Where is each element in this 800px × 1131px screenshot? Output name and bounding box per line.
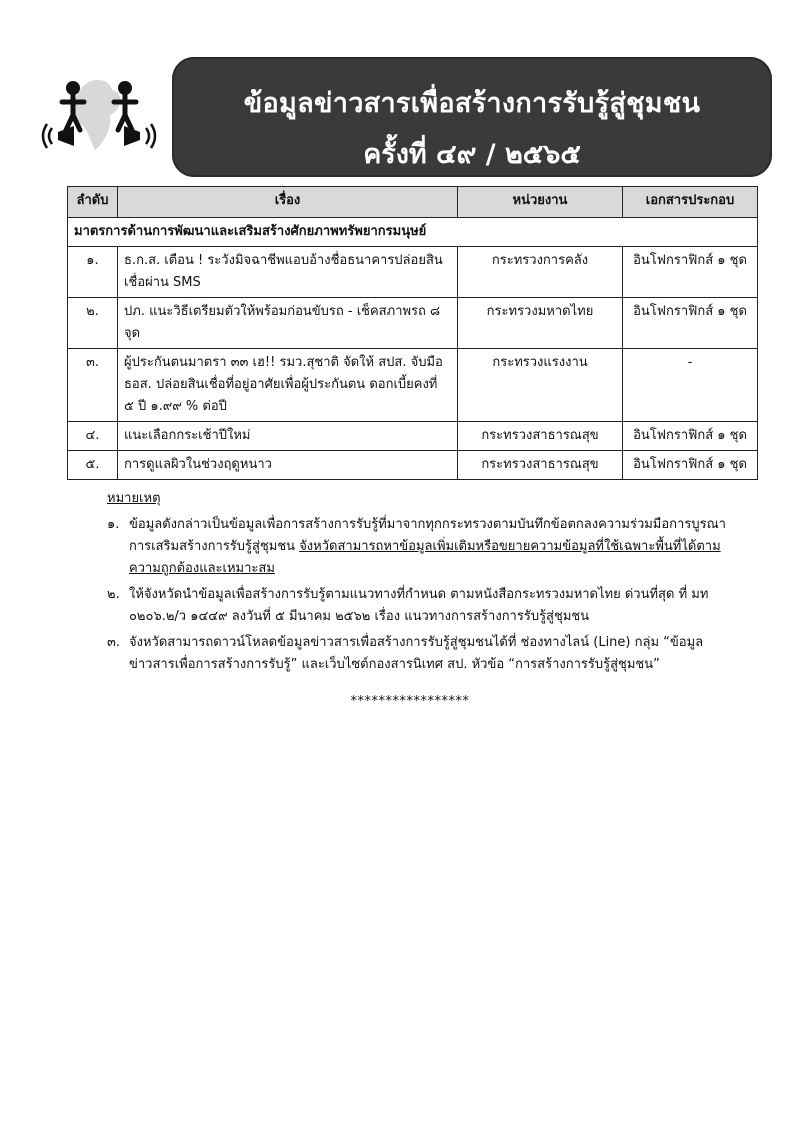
table-row xyxy=(68,247,758,298)
table-row xyxy=(68,298,758,349)
note-text: ให้จังหวัดนำข้อมูลเพื่อสร้างการรับรู้ตามแนวทางที่กำหนด ตามหนังสือกระทรวงมหาดไทย ด่วนที่สุด ที่ มท ๐๒๐๖.๒/ว ๑๔๔๙ ลงวันที่ ๕ มีนาคม ๒๕๖๒ เรื่อง แนวทางการสร้างการรับรู้สู่ชุมชน xyxy=(129,587,709,624)
note-number: ๑. xyxy=(107,517,120,532)
note-item xyxy=(107,632,747,676)
note-item xyxy=(107,584,747,628)
note-text-plain: ข้อมูลดังกล่าวเป็นข้อมูลเพื่อการสร้างการรับรู้ที่มาจากทุกกระทรวงตามบันทึกข้อตกลงความร่วมมือการบูรณาการเสริมสร้างการรับรู้สู่ชุมชน xyxy=(129,517,726,554)
community-megaphone-logo xyxy=(40,60,165,165)
news-topics-table xyxy=(67,186,758,480)
header-agency: หน่วยงาน xyxy=(458,187,623,218)
row-no: ๕. xyxy=(68,451,118,480)
row-agency: กระทรวงแรงงาน xyxy=(458,349,623,422)
row-doc: อินโฟกราฟิกส์ ๑ ชุด xyxy=(623,422,758,451)
table-row xyxy=(68,349,758,422)
row-agency: กระทรวงสาธารณสุข xyxy=(458,422,623,451)
row-doc: อินโฟกราฟิกส์ ๑ ชุด xyxy=(623,298,758,349)
note-text xyxy=(129,514,747,580)
row-agency: กระทรวงมหาดไทย xyxy=(458,298,623,349)
title-banner xyxy=(172,57,772,177)
row-doc: อินโฟกราฟิกส์ ๑ ชุด xyxy=(623,451,758,480)
row-agency: กระทรวงการคลัง xyxy=(458,247,623,298)
row-no: ๓. xyxy=(68,349,118,422)
row-doc: - xyxy=(623,349,758,422)
note-text: จังหวัดสามารถดาวน์โหลดข้อมูลข่าวสารเพื่อสร้างการรับรู้สู่ชุมชนได้ที่ ช่องทางไลน์ (Line) กลุ่ม “ข้อมูลข่าวสารเพื่อการสร้างการรับรู้” และเว็บไซต์กองสารนิเทศ สป. หัวข้อ “การสร้างการรับรู้สู่ชุมชน” xyxy=(129,635,704,672)
notes-section xyxy=(107,488,747,680)
table-row xyxy=(68,451,758,480)
table-header-row xyxy=(68,187,758,218)
notes-heading: หมายเหตุ xyxy=(107,491,161,506)
row-agency: กระทรวงสาธารณสุข xyxy=(458,451,623,480)
row-topic: ผู้ประกันตนมาตรา ๓๓ เฮ!! รมว.สุชาติ จัดให้ สปส. จับมือ ธอส. ปล่อยสินเชื่อที่อยู่อาศัยเพื่อผู้ประกันตน ดอกเบี้ยคงที่ ๕ ปี ๑.๙๙ % ต่อปี xyxy=(118,349,458,422)
issue-number: ครั้งที่ ๔๙ / ๒๕๖๕ xyxy=(363,139,581,170)
row-topic: แนะเลือกกระเช้าปีใหม่ xyxy=(118,422,458,451)
end-separator: ***************** xyxy=(350,694,470,709)
note-number: ๓. xyxy=(107,635,121,650)
note-number: ๒. xyxy=(107,587,120,602)
page-title: ข้อมูลข่าวสารเพื่อสร้างการรับรู้สู่ชุมชน xyxy=(243,88,701,119)
row-doc: อินโฟกราฟิกส์ ๑ ชุด xyxy=(623,247,758,298)
row-topic: การดูแลผิวในช่วงฤดูหนาว xyxy=(118,451,458,480)
table-row xyxy=(68,422,758,451)
section-row xyxy=(68,218,758,247)
row-no: ๔. xyxy=(68,422,118,451)
header-topic: เรื่อง xyxy=(118,187,458,218)
row-no: ๒. xyxy=(68,298,118,349)
row-topic: ธ.ก.ส. เตือน ! ระวังมิจฉาชีพแอบอ้างชื่อธนาคารปล่อยสินเชื่อผ่าน SMS xyxy=(118,247,458,298)
row-no: ๑. xyxy=(68,247,118,298)
header-no: ลำดับ xyxy=(68,187,118,218)
note-text-underlined: จังหวัดสามารถหาข้อมูลเพิ่มเติมหรือขยายความข้อมูลที่ใช้เฉพาะพื้นที่ได้ตามความถูกต้องและเหมาะสม xyxy=(129,539,721,576)
section-title: มาตรการด้านการพัฒนาและเสริมสร้างศักยภาพทรัพยากรมนุษย์ xyxy=(68,218,758,247)
row-topic: ปภ. แนะวิธีเตรียมตัวให้พร้อมก่อนขับรถ - เช็คสภาพรถ ๘ จุด xyxy=(118,298,458,349)
note-item xyxy=(107,514,747,580)
header-doc: เอกสารประกอบ xyxy=(623,187,758,218)
